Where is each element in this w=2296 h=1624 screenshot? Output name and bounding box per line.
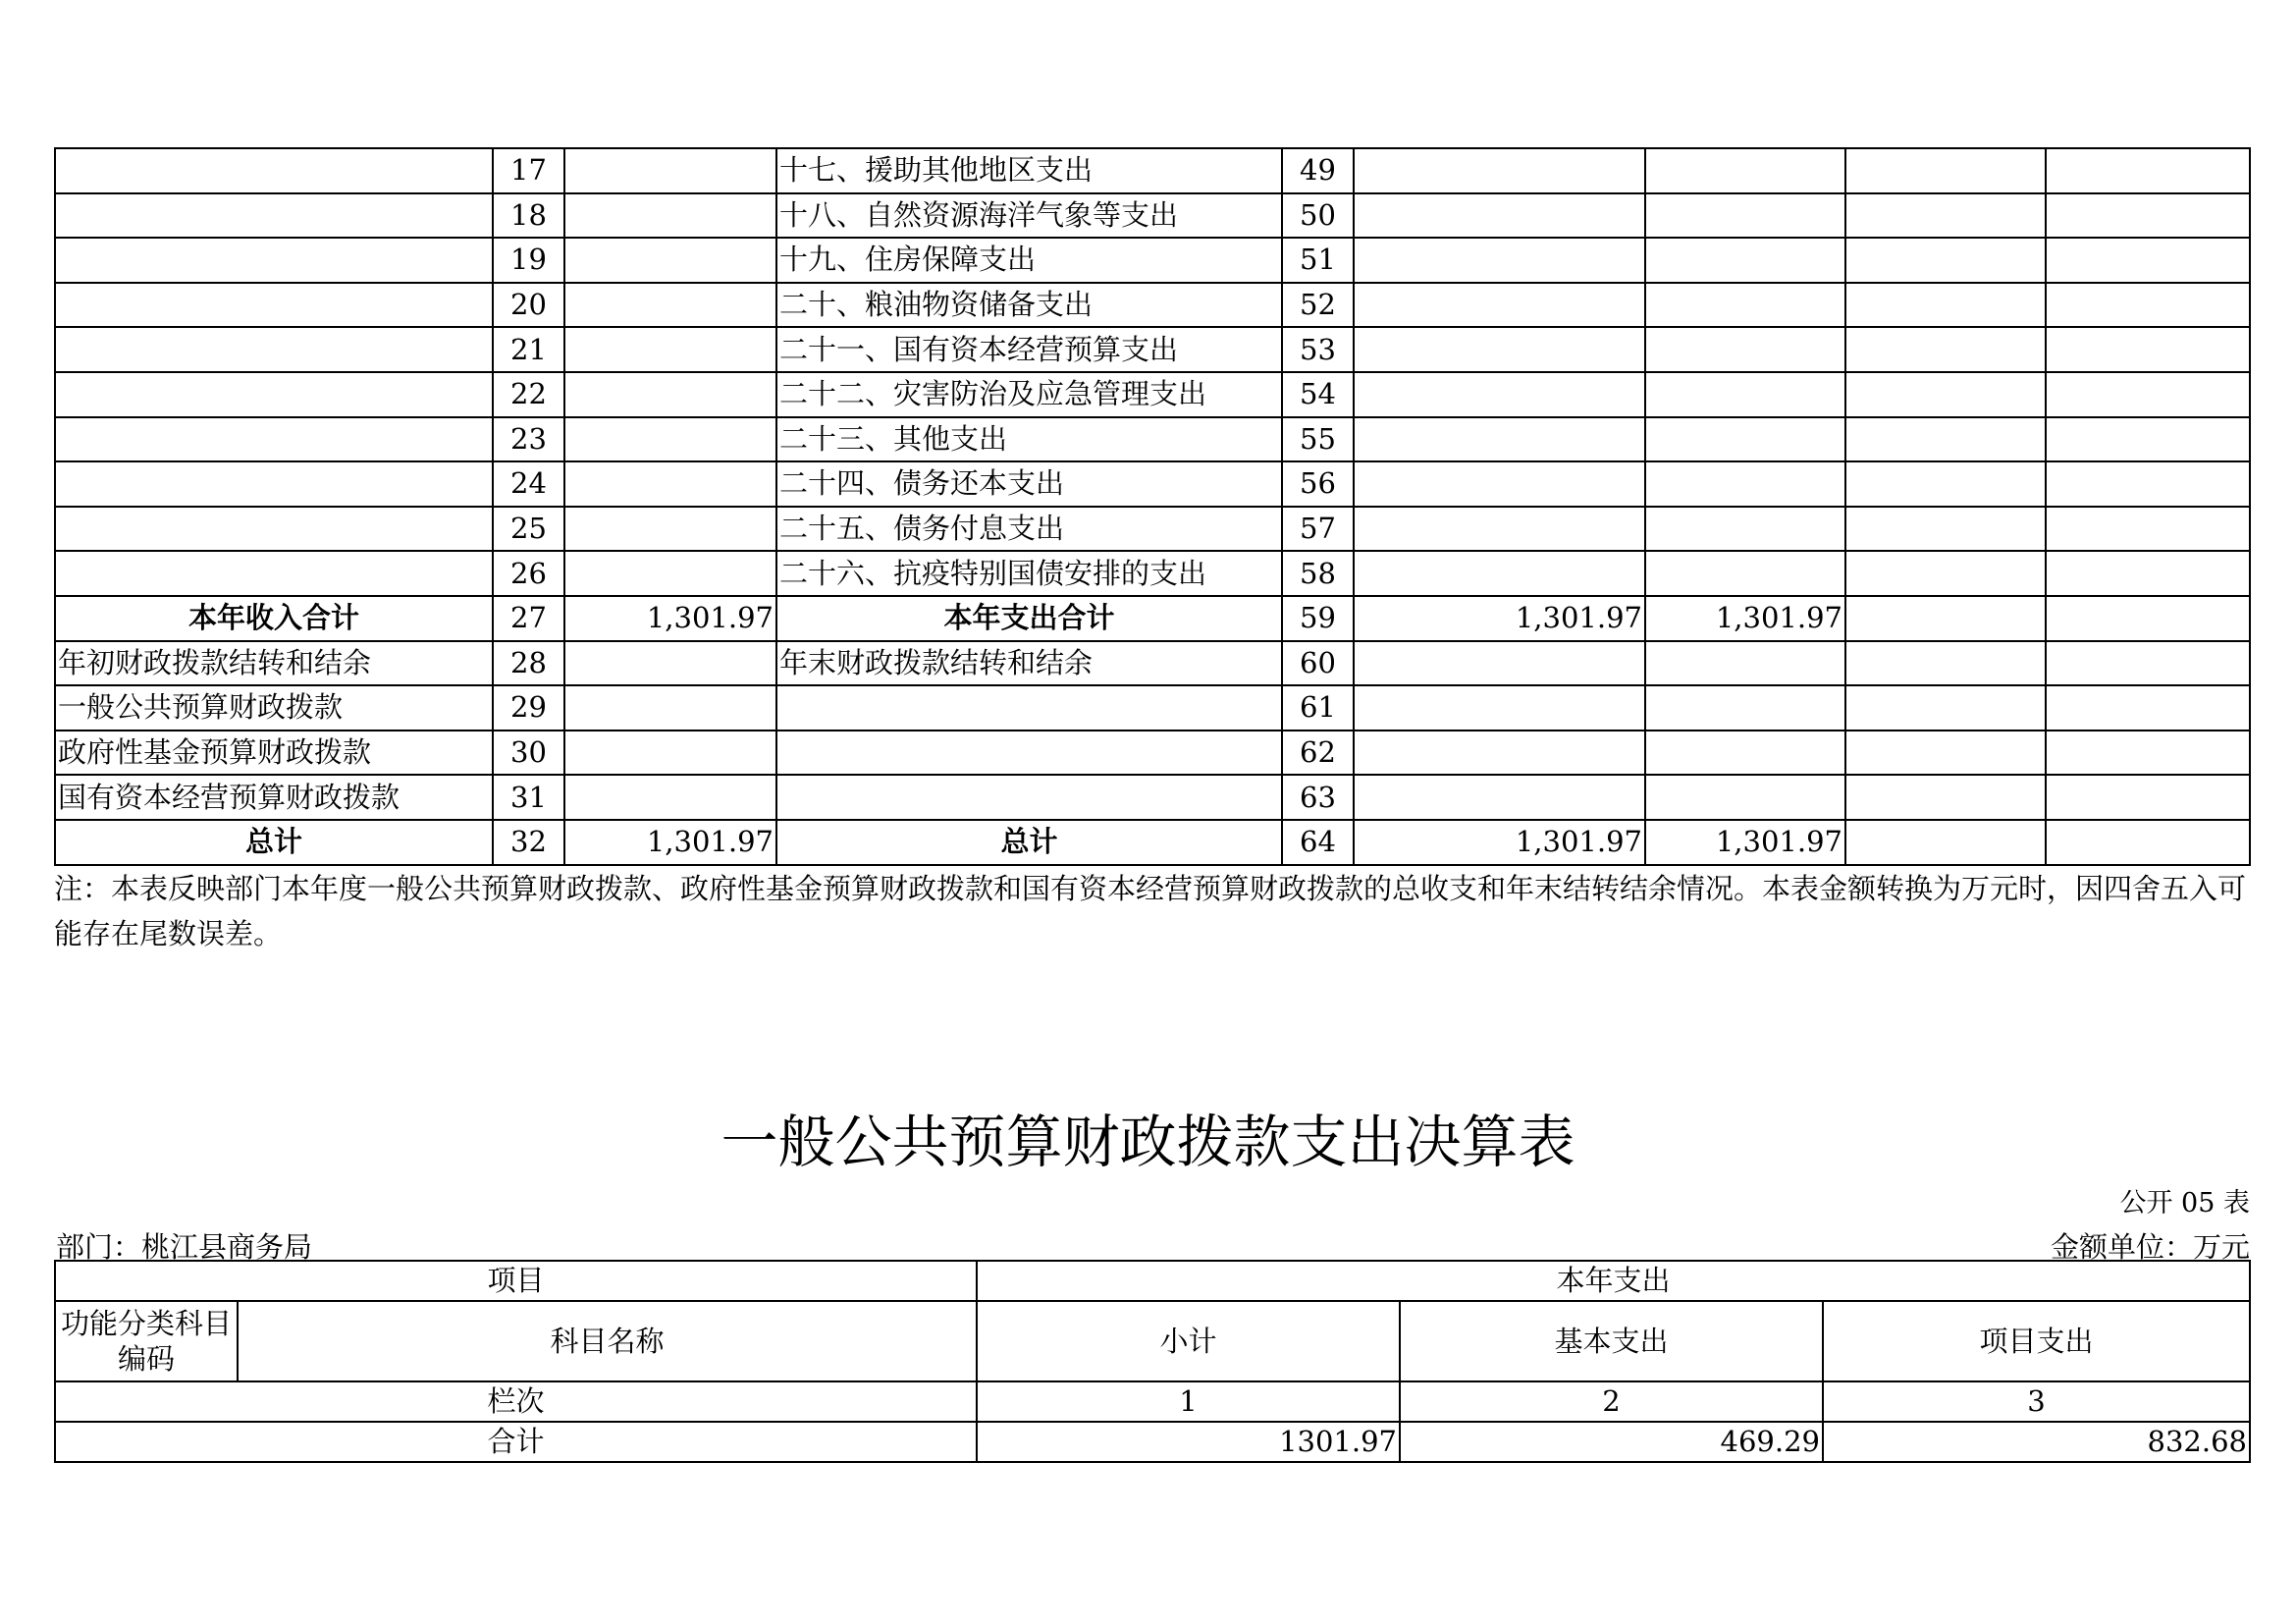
expense-extra (2046, 193, 2250, 239)
income-amount (564, 238, 776, 283)
expense-line-no: 50 (1282, 193, 1354, 239)
header-code: 功能分类科目编码 (55, 1301, 238, 1381)
header-project: 项目支出 (1823, 1301, 2250, 1381)
expense-line-no: 59 (1282, 596, 1354, 641)
expense-total (1354, 372, 1645, 417)
expense-label: 二十五、债务付息支出 (776, 507, 1282, 552)
income-label (55, 327, 493, 372)
income-line-no: 21 (493, 327, 564, 372)
income-label (55, 193, 493, 239)
expense-total (1354, 731, 1645, 776)
expense-line-no: 54 (1282, 372, 1354, 417)
income-line-no: 24 (493, 461, 564, 507)
income-label: 一般公共预算财政拨款 (55, 685, 493, 731)
table-row (55, 507, 2250, 552)
expense-total (1354, 148, 1645, 193)
table-row (55, 641, 2250, 686)
fiscal-summary-table (54, 147, 2251, 866)
income-amount: 1,301.97 (564, 820, 776, 865)
income-line-no: 20 (493, 283, 564, 328)
income-amount (564, 372, 776, 417)
income-line-no: 29 (493, 685, 564, 731)
expense-project (1845, 820, 2046, 865)
expense-basic (1645, 507, 1845, 552)
income-label (55, 551, 493, 596)
expense-line-no: 56 (1282, 461, 1354, 507)
expense-label: 二十六、抗疫特别国债安排的支出 (776, 551, 1282, 596)
income-label (55, 417, 493, 462)
expense-line-no: 52 (1282, 283, 1354, 328)
table-row (55, 596, 2250, 641)
income-line-no: 22 (493, 372, 564, 417)
expense-extra (2046, 641, 2250, 686)
expense-basic (1645, 283, 1845, 328)
expense-label: 十八、自然资源海洋气象等支出 (776, 193, 1282, 239)
income-amount (564, 507, 776, 552)
expense-label (776, 731, 1282, 776)
income-label (55, 372, 493, 417)
expense-total (1354, 685, 1645, 731)
expense-basic (1645, 685, 1845, 731)
col-index-2: 2 (1400, 1381, 1823, 1422)
expense-project (1845, 417, 2046, 462)
page-title: 一般公共预算财政拨款支出决算表 (721, 1109, 1575, 1175)
table-row (55, 327, 2250, 372)
expense-label: 十九、住房保障支出 (776, 238, 1282, 283)
expense-project (1845, 507, 2046, 552)
table-tag: 公开 05 表 (2119, 1188, 2250, 1218)
expense-project (1845, 775, 2046, 820)
expense-total (1354, 775, 1645, 820)
income-line-no: 26 (493, 551, 564, 596)
expense-extra (2046, 238, 2250, 283)
expense-total (1354, 641, 1645, 686)
column-index-row (55, 1381, 2250, 1422)
table-row (55, 461, 2250, 507)
expense-extra (2046, 461, 2250, 507)
expense-label: 本年支出合计 (776, 596, 1282, 641)
expense-label (776, 685, 1282, 731)
expense-total (1354, 193, 1645, 239)
expense-basic (1645, 731, 1845, 776)
income-amount (564, 283, 776, 328)
income-amount (564, 148, 776, 193)
expense-basic (1645, 641, 1845, 686)
expense-label: 二十三、其他支出 (776, 417, 1282, 462)
total-label: 合计 (55, 1422, 977, 1462)
expense-total (1354, 507, 1645, 552)
expense-label: 十七、援助其他地区支出 (776, 148, 1282, 193)
table-row (55, 731, 2250, 776)
expense-project (1845, 238, 2046, 283)
expense-total (1354, 417, 1645, 462)
expense-label: 二十二、灾害防治及应急管理支出 (776, 372, 1282, 417)
header-row-1 (55, 1261, 2250, 1301)
col-index-1: 1 (977, 1381, 1400, 1422)
expense-label (776, 775, 1282, 820)
expense-project (1845, 283, 2046, 328)
expense-basic (1645, 372, 1845, 417)
expense-extra (2046, 685, 2250, 731)
expense-basic (1645, 461, 1845, 507)
expense-extra (2046, 507, 2250, 552)
table-row (55, 283, 2250, 328)
expense-project (1845, 372, 2046, 417)
income-label: 本年收入合计 (55, 596, 493, 641)
income-amount (564, 461, 776, 507)
income-line-no: 30 (493, 731, 564, 776)
expense-project (1845, 596, 2046, 641)
header-item: 项目 (55, 1261, 977, 1301)
expense-basic: 1,301.97 (1645, 596, 1845, 641)
expense-project (1845, 327, 2046, 372)
expense-extra (2046, 731, 2250, 776)
expense-total (1354, 238, 1645, 283)
expense-line-no: 58 (1282, 551, 1354, 596)
income-amount (564, 775, 776, 820)
income-line-no: 17 (493, 148, 564, 193)
income-label (55, 461, 493, 507)
expense-project (1845, 731, 2046, 776)
income-line-no: 18 (493, 193, 564, 239)
expense-line-no: 55 (1282, 417, 1354, 462)
table-row (55, 372, 2250, 417)
amount-unit-label: 金额单位：万元 (2050, 1230, 2250, 1264)
income-amount (564, 327, 776, 372)
table-row (55, 417, 2250, 462)
expense-extra (2046, 596, 2250, 641)
expense-basic (1645, 193, 1845, 239)
expense-label: 二十一、国有资本经营预算支出 (776, 327, 1282, 372)
total-basic: 469.29 (1400, 1422, 1823, 1462)
expense-basic (1645, 327, 1845, 372)
income-line-no: 25 (493, 507, 564, 552)
header-basic: 基本支出 (1400, 1301, 1823, 1381)
income-line-no: 31 (493, 775, 564, 820)
income-amount (564, 685, 776, 731)
expense-total: 1,301.97 (1354, 820, 1645, 865)
table-row (55, 820, 2250, 865)
expense-basic (1645, 148, 1845, 193)
expense-basic (1645, 238, 1845, 283)
expense-line-no: 49 (1282, 148, 1354, 193)
table-row (55, 551, 2250, 596)
fiscal-summary-body (55, 148, 2250, 865)
table-row (55, 685, 2250, 731)
expense-line-no: 51 (1282, 238, 1354, 283)
expense-settlement-table (54, 1260, 2251, 1463)
table-row (55, 775, 2250, 820)
expense-project (1845, 551, 2046, 596)
expense-line-no: 64 (1282, 820, 1354, 865)
income-amount (564, 193, 776, 239)
income-line-no: 19 (493, 238, 564, 283)
expense-label: 总计 (776, 820, 1282, 865)
expense-label: 年末财政拨款结转和结余 (776, 641, 1282, 686)
table-note: 注：本表反映部门本年度一般公共预算财政拨款、政府性基金预算财政拨款和国有资本经营预算财政拨款的总收支和年末结转结余情况。本表金额转换为万元时，因四舍五入可能存在尾数误差。 (54, 872, 2247, 950)
expense-extra (2046, 775, 2250, 820)
expense-total: 1,301.97 (1354, 596, 1645, 641)
header-subtotal: 小计 (977, 1301, 1400, 1381)
expense-total (1354, 551, 1645, 596)
expense-extra (2046, 417, 2250, 462)
expense-basic: 1,301.97 (1645, 820, 1845, 865)
income-line-no: 23 (493, 417, 564, 462)
income-label (55, 283, 493, 328)
income-amount (564, 641, 776, 686)
expense-project (1845, 685, 2046, 731)
expense-total (1354, 283, 1645, 328)
income-label (55, 238, 493, 283)
expense-basic (1645, 417, 1845, 462)
income-line-no: 28 (493, 641, 564, 686)
income-line-no: 27 (493, 596, 564, 641)
expense-basic (1645, 775, 1845, 820)
expense-project (1845, 641, 2046, 686)
income-label (55, 507, 493, 552)
expense-project (1845, 461, 2046, 507)
total-row (55, 1422, 2250, 1462)
expense-label: 二十四、债务还本支出 (776, 461, 1282, 507)
income-label: 总计 (55, 820, 493, 865)
income-line-no: 32 (493, 820, 564, 865)
expense-basic (1645, 551, 1845, 596)
expense-extra (2046, 148, 2250, 193)
expense-line-no: 60 (1282, 641, 1354, 686)
expense-total (1354, 327, 1645, 372)
expense-line-no: 57 (1282, 507, 1354, 552)
header-year-expense: 本年支出 (977, 1261, 2250, 1301)
income-label: 政府性基金预算财政拨款 (55, 731, 493, 776)
expense-line-no: 63 (1282, 775, 1354, 820)
expense-line-no: 61 (1282, 685, 1354, 731)
col-index-3: 3 (1823, 1381, 2250, 1422)
department-label: 部门：桃江县商务局 (56, 1230, 313, 1264)
income-label (55, 148, 493, 193)
income-label: 年初财政拨款结转和结余 (55, 641, 493, 686)
table-row (55, 148, 2250, 193)
income-amount (564, 731, 776, 776)
income-amount: 1,301.97 (564, 596, 776, 641)
expense-line-no: 62 (1282, 731, 1354, 776)
col-index-label: 栏次 (55, 1381, 977, 1422)
expense-label: 二十、粮油物资储备支出 (776, 283, 1282, 328)
expense-extra (2046, 283, 2250, 328)
expense-project (1845, 148, 2046, 193)
income-amount (564, 551, 776, 596)
total-project: 832.68 (1823, 1422, 2250, 1462)
income-amount (564, 417, 776, 462)
total-subtotal: 1301.97 (977, 1422, 1400, 1462)
expense-extra (2046, 372, 2250, 417)
expense-extra (2046, 327, 2250, 372)
expense-extra (2046, 551, 2250, 596)
income-label: 国有资本经营预算财政拨款 (55, 775, 493, 820)
expense-line-no: 53 (1282, 327, 1354, 372)
header-row-2 (55, 1301, 2250, 1381)
header-name: 科目名称 (238, 1301, 977, 1381)
table-row (55, 238, 2250, 283)
expense-total (1354, 461, 1645, 507)
table-row (55, 193, 2250, 239)
expense-project (1845, 193, 2046, 239)
expense-extra (2046, 820, 2250, 865)
